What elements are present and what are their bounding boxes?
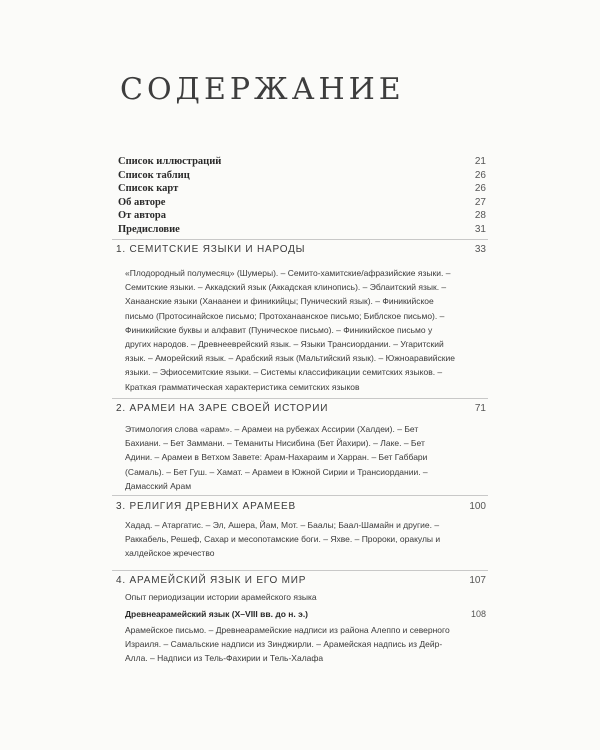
summary-line: «Плодородный полумесяц» (Шумеры). – Семито-хамитские/афразийские языки. – — [125, 268, 451, 278]
toc-entry-page: 21 — [474, 156, 486, 167]
toc-entry-page: 27 — [474, 196, 486, 208]
section-divider — [112, 570, 488, 571]
toc-entry[interactable] — [118, 223, 486, 237]
chapter-page: 33 — [474, 244, 486, 255]
chapter-summary — [125, 518, 465, 561]
summary-line: Дамасский Арам — [125, 480, 192, 491]
subsection-heading[interactable] — [125, 609, 486, 619]
summary-line: Арамейское письмо. – Древнеарамейские надписи из района Алеппо и северного — [125, 625, 450, 635]
chapter-title: 4. АРАМЕЙСКИЙ ЯЗЫК И ЕГО МИР — [116, 575, 307, 586]
toc-entry-page: 28 — [474, 210, 486, 222]
toc-entry-label: От автора — [118, 210, 166, 222]
summary-line: Израиля. – Самальские надписи из Зинджирли. – Арамейская надпись из Дейр- — [125, 639, 443, 650]
summary-line: Финикийские буквы и алфавит (Пуническое письмо). – Финикийское письмо у — [125, 324, 433, 335]
toc-entry-label: Об авторе — [118, 196, 166, 208]
chapter-heading[interactable] — [116, 403, 486, 414]
summary-line: Раккабель, Решеф, Сахар и месопотамские боги. – Яхве. – Пророки, оракулы и — [125, 534, 441, 545]
subsection-title: Древнеарамейский язык (X–VIII вв. до н. э.) — [125, 609, 309, 619]
section-divider — [112, 398, 488, 399]
summary-line: Этимология слова «арам». – Арамеи на рубежах Ассирии (Халдеи). – Бет — [125, 424, 419, 434]
toc-entry[interactable] — [118, 169, 486, 183]
chapter-page: 100 — [469, 501, 486, 512]
summary-line: Ханаанские языки (Ханаанеи и финикийцы; Пунический язык). – Финикийское — [125, 296, 434, 307]
toc-entry[interactable] — [118, 196, 486, 210]
summary-line: (Самаль). – Бет Гуш. – Хамат. – Арамеи в Южной Сирии и Трансиордании. – — [125, 466, 428, 477]
toc-entry[interactable] — [118, 155, 486, 169]
chapter-title: 1. СЕМИТСКИЕ ЯЗЫКИ И НАРОДЫ — [116, 244, 306, 255]
chapter-title: 2. АРАМЕИ НА ЗАРЕ СВОЕЙ ИСТОРИИ — [116, 403, 329, 414]
page-title: СОДЕРЖАНИЕ — [120, 72, 405, 107]
chapter-heading[interactable] — [116, 575, 486, 586]
summary-line: язык. – Аморейский язык. – Арабский язык (Мальтийский язык). – Южноаравийские — [125, 353, 455, 364]
toc-entry-page: 26 — [474, 183, 486, 195]
chapter-summary — [125, 266, 465, 394]
toc-entry-label: Список таблиц — [118, 169, 190, 181]
subsection-page: 108 — [470, 609, 486, 619]
chapter-heading[interactable] — [116, 244, 486, 255]
summary-line: Адини. – Арамеи в Ветхом Завете: Арам-Нахараим и Харран. – Бет Габбари — [125, 452, 428, 463]
toc-entry[interactable] — [118, 209, 486, 223]
toc-entry-label: Список карт — [118, 183, 179, 195]
subsection-intro-label: Опыт периодизации истории арамейского языка — [125, 592, 317, 602]
chapter-summary — [125, 623, 465, 666]
chapter-title: 3. РЕЛИГИЯ ДРЕВНИХ АРАМЕЕВ — [116, 501, 296, 512]
subsection-intro[interactable] — [125, 592, 486, 602]
toc-entry-page: 31 — [474, 223, 486, 235]
summary-line: Алла. – Надписи из Тель-Фахирии и Тель-Халафа — [125, 653, 324, 664]
chapter-heading[interactable] — [116, 501, 486, 512]
summary-line: Семитские языки. – Аккадский язык (Аккадская клинопись). – Эблаитский язык. – — [125, 282, 447, 293]
toc-entry-label: Предисловие — [118, 223, 180, 235]
chapter-summary — [125, 422, 465, 493]
summary-line: Бахиани. – Бет Заммани. – Теманиты Нисибина (Бет Йахири). – Лаке. – Бет — [125, 438, 425, 449]
chapter-page: 71 — [474, 403, 486, 414]
summary-line: языки. – Эфиосемитские языки. – Системы классификации семитских языков. – — [125, 367, 443, 378]
chapter-page: 107 — [469, 575, 486, 586]
toc-entry-page: 26 — [474, 169, 486, 181]
toc-entry[interactable] — [118, 182, 486, 196]
summary-line: письмо (Протосинайское письмо; Протоханаанское письмо; Библское письмо). – — [125, 310, 445, 321]
summary-line: халдейское жречество — [125, 548, 215, 559]
section-divider — [112, 239, 488, 240]
summary-line: Хадад. – Атаргатис. – Эл, Ашера, Йам, Мот. – Баалы; Баал-Шамайн и другие. – — [125, 520, 440, 530]
summary-line: Краткая грамматическая характеристика семитских языков — [125, 381, 360, 392]
toc-entry-label: Список иллюстраций — [118, 156, 222, 167]
section-divider — [112, 495, 488, 496]
front-matter-list — [118, 155, 486, 237]
summary-line: других народов. – Древнееврейский язык. – Языки Трансиордании. – Угаритский — [125, 339, 444, 350]
